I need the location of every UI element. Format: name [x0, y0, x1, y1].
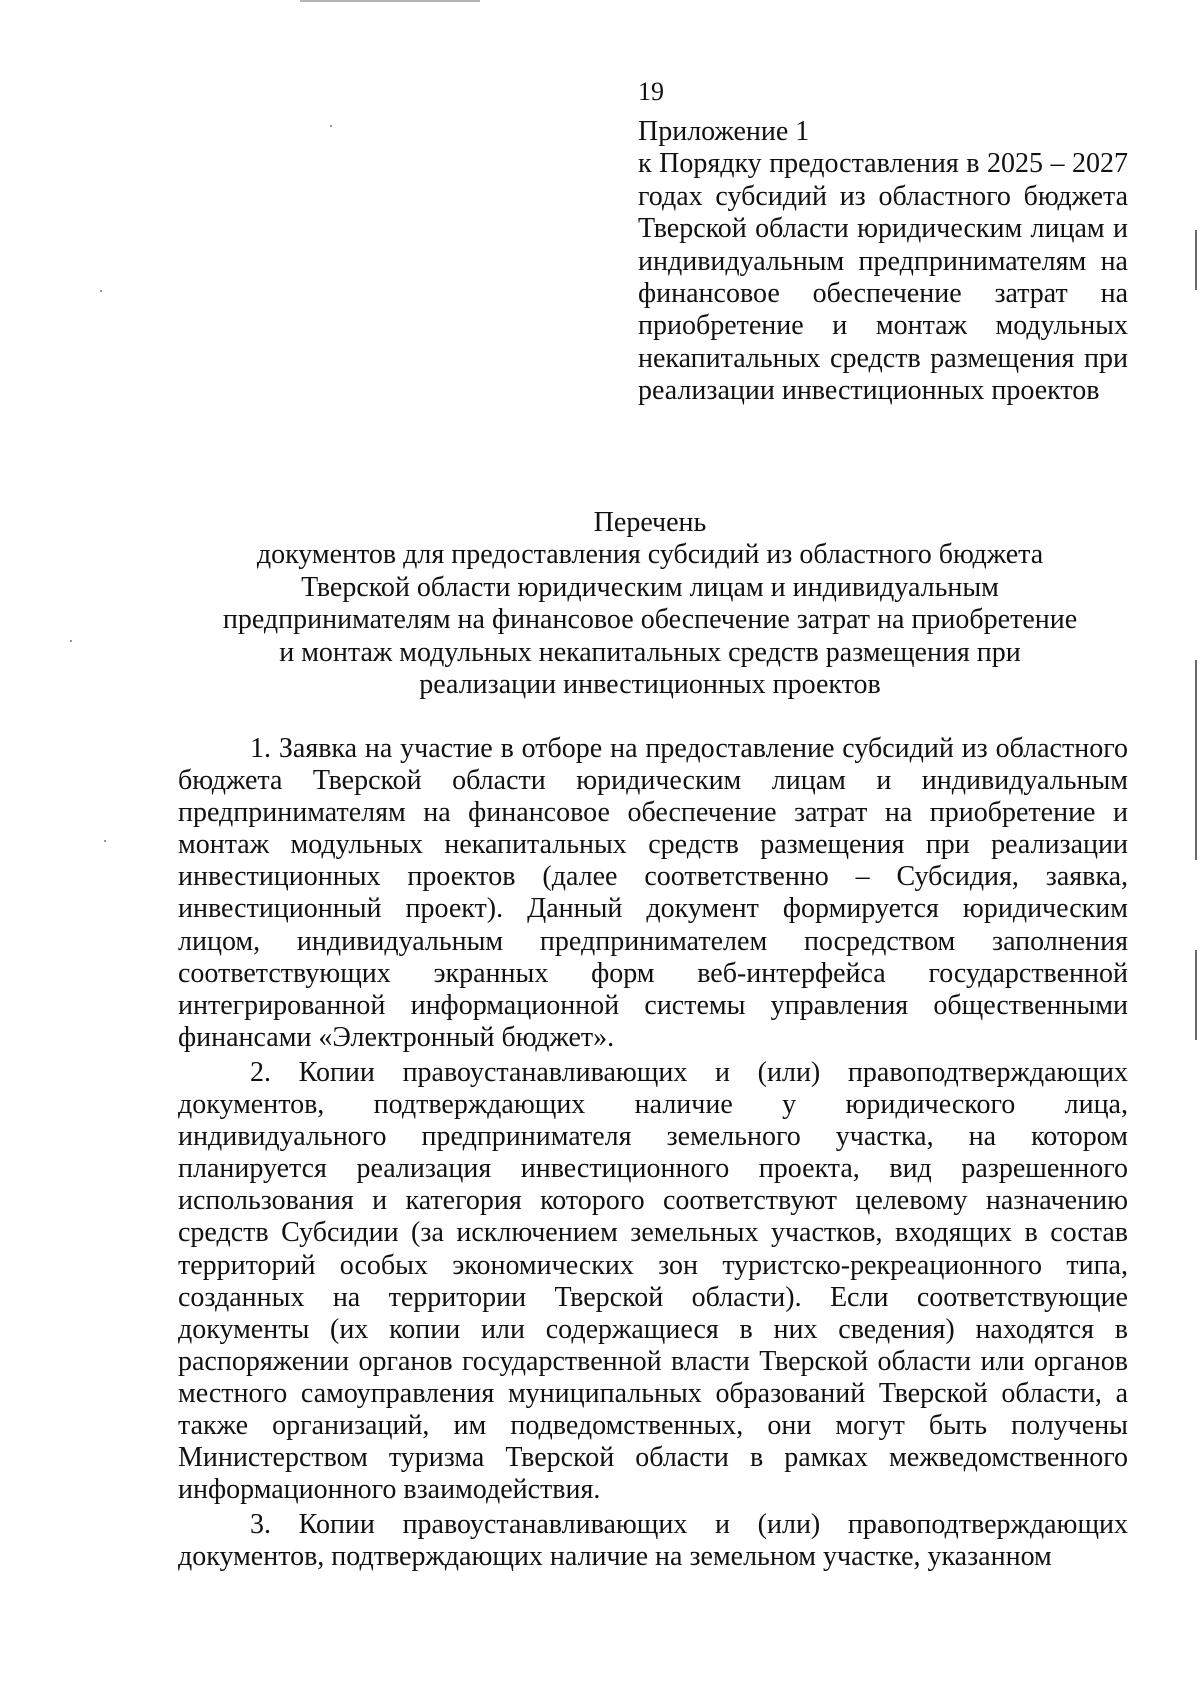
scan-speck	[100, 290, 102, 292]
list-item-2: 2. Копии правоустанавливающих и (или) правоподтверждающих документов, подтверждающих наличие у юридического лица, индивидуального предпринимателя земельного участка, на котором планируется реализация инвестиционного проекта, вид разрешенного использования и категория которого соответствуют целевому назначению средств Субсидии (за исключением земельных участков, входящих в состав территорий особых экономических зон туристско-рекреационного типа, созданных на территории Тверской области). Если соответствующие документы (их копии или содержащиеся в них сведения) находятся в распоряжении органов государственной власти Тверской области или органов местного самоуправления муниципальных образований Тверской области, а также организаций, им подведомственных, они могут быть получены Министерством туризма Тверской области в рамках межведомственного информационного взаимодействия.	[178, 1056, 1128, 1506]
scan-artifact-edge	[1195, 950, 1197, 1040]
scan-artifact-top	[300, 0, 480, 2]
page-number: 19	[638, 77, 664, 106]
document-heading: Перечень	[593, 507, 707, 538]
scan-speck	[330, 125, 332, 127]
scan-artifact-edge	[1195, 230, 1197, 290]
document-subtitle: документов для предоставления субсидий из областного бюджета Тверской области юридическим лицам и индивидуальным предпринимателям на финансовое обеспечение затрат на приобретение и монтаж модульных некапитальных средств размещения при реализации инвестиционных проектов	[222, 539, 1078, 701]
scan-speck	[104, 840, 106, 842]
appendix-reference: к Порядку предоставления в 2025 – 2027 годах субсидий из областного бюджета Тверской области юридическим лицам и индивидуальным предпринимателям на финансовое обеспечение затрат на приобретение и монтаж модульных некапитальных средств размещения при реализации инвестиционных проектов	[638, 148, 1128, 407]
scan-speck	[70, 640, 72, 642]
list-item-3: 3. Копии правоустанавливающих и (или) правоподтверждающих документов, подтверждающих наличие на земельном участке, указанном	[178, 1509, 1128, 1573]
document-title-block	[200, 507, 1100, 701]
list-item-1: 1. Заявка на участие в отборе на предоставление субсидий из областного бюджета Тверской области юридическим лицам и индивидуальным предпринимателям на финансовое обеспечение затрат на приобретение и монтаж модульных некапитальных средств размещения при реализации инвестиционных проектов (далее соответственно – Субсидия, заявка, инвестиционный проект). Данный документ формируется юридическим лицом, индивидуальным предпринимателем посредством заполнения соответствующих экранных форм веб-интерфейса государственной интегрированной информационной системы управления общественными финансами «Электронный бюджет».	[178, 733, 1128, 1053]
appendix-block	[638, 116, 1128, 408]
appendix-title: Приложение 1	[638, 116, 810, 147]
document-body	[178, 733, 1128, 1576]
scan-artifact-edge	[1195, 660, 1197, 860]
